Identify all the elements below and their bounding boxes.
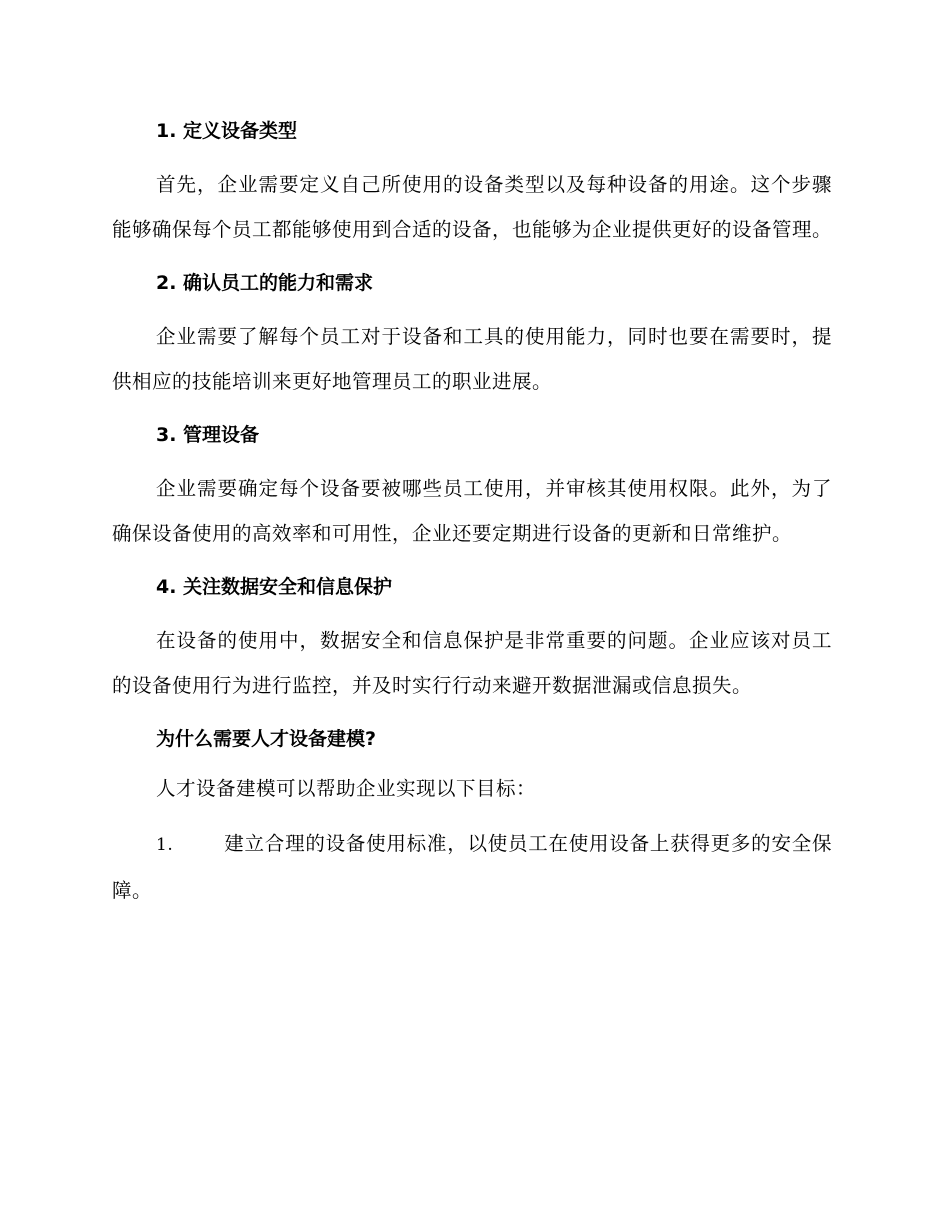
section-body-2: 企业需要了解每个员工对于设备和工具的使用能力，同时也要在需要时，提供相应的技能培训来更好地管理员工的职业进展。	[112, 325, 832, 393]
list-item-number: 1.	[156, 835, 174, 855]
section-heading-4: 4. 关注数据安全和信息保护	[156, 576, 393, 598]
document-content	[112, 108, 832, 913]
section-body-3: 企业需要确定每个设备要被哪些员工使用，并审核其使用权限。此外，为了确保设备使用的高效率和可用性，企业还要定期进行设备的更新和日常维护。	[112, 477, 832, 545]
list-item	[112, 821, 832, 913]
why-intro: 人才设备建模可以帮助企业实现以下目标：	[156, 777, 537, 800]
section-heading-1: 1. 定义设备类型	[156, 120, 298, 142]
section-body-4: 在设备的使用中，数据安全和信息保护是非常重要的问题。企业应该对员工的设备使用行为进行监控，并及时实行行动来避开数据泄漏或信息损失。	[112, 629, 832, 697]
section-body-1: 首先，企业需要定义自己所使用的设备类型以及每种设备的用途。这个步骤能够确保每个员工都能够使用到合适的设备，也能够为企业提供更好的设备管理。	[112, 173, 833, 241]
why-heading: 为什么需要人才设备建模?	[156, 728, 377, 750]
section-heading-2: 2. 确认员工的能力和需求	[156, 272, 374, 294]
section-heading-3: 3. 管理设备	[156, 424, 260, 446]
list-item-text: 建立合理的设备使用标准，以使员工在使用设备上获得更多的安全保障。	[112, 832, 832, 902]
